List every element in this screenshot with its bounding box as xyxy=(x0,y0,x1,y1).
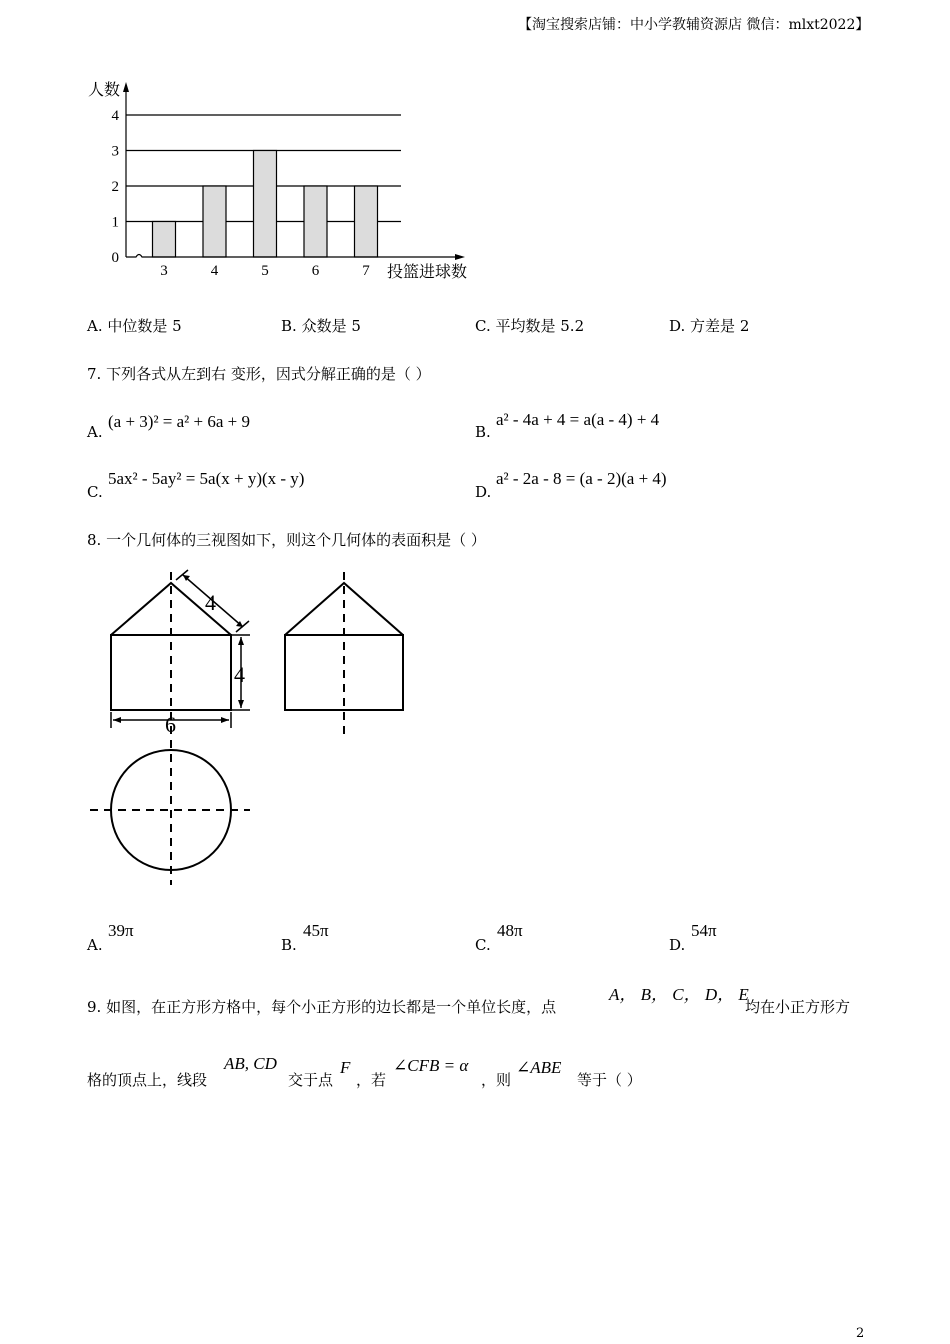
q8-option-c-letter: C. xyxy=(475,936,491,954)
page-number: 2 xyxy=(856,1326,865,1341)
q7-option-b-formula: a² - 4a + 4 = a(a - 4) + 4 xyxy=(496,410,660,429)
chart-xlabel: 投篮进球数 xyxy=(387,264,468,281)
bar-6 xyxy=(304,186,327,257)
q9-line1-prefix: 9. 如图，在正方形方格中，每个小正方形的边长都是一个单位长度，点 xyxy=(87,998,557,1016)
q8-option-b-value: 45π xyxy=(303,921,329,940)
x-tick-label: 5 xyxy=(261,263,269,279)
q9-line2-d: ，则 xyxy=(481,1071,512,1089)
chart-ylabel: 人数 xyxy=(88,82,121,99)
q9-points: A， B， C， D， E xyxy=(609,985,749,1004)
q7-option-c-formula: 5ax² - 5ay² = 5a(x + y)(x - y) xyxy=(108,469,305,488)
q8-option-c-value: 48π xyxy=(497,921,523,940)
q9-line1-suffix: 均在小正方形方 xyxy=(745,998,851,1016)
q7-stem: 7. 下列各式从左到右 变形，因式分解正确的是（ ） xyxy=(87,365,431,383)
q7-option-d-letter: D. xyxy=(475,483,492,501)
q6-option-c: C. 平均数是 5.2 xyxy=(475,317,585,335)
y-tick-label: 2 xyxy=(111,179,119,195)
x-tick-label: 6 xyxy=(311,263,320,279)
q7-option-c-letter: C. xyxy=(87,483,103,501)
q8-option-d-letter: D. xyxy=(669,936,686,954)
q6-option-d: D. 方差是 2 xyxy=(669,317,750,335)
q7-option-b-letter: B. xyxy=(475,423,491,441)
dim-width-label: 6 xyxy=(165,712,176,737)
y-tick-label: 3 xyxy=(111,143,119,160)
q9-angle-ask: ∠ABE xyxy=(516,1058,562,1077)
y-tick-label: 4 xyxy=(111,108,119,124)
page-header: 【淘宝搜索店铺：中小学教辅资源店 微信：mlxt2022】 xyxy=(518,17,870,33)
x-tick-label: 4 xyxy=(210,263,219,279)
q8-option-d-value: 54π xyxy=(691,921,717,940)
q7-option-a-letter: A. xyxy=(87,423,103,441)
x-tick-label: 3 xyxy=(160,263,168,279)
q9-line2-c: ，若 xyxy=(356,1071,387,1089)
bar-chart xyxy=(0,60,480,290)
x-tick-label: 7 xyxy=(362,263,370,279)
bar-5 xyxy=(254,151,277,258)
q8-option-a-letter: A. xyxy=(87,936,103,954)
q9-segments: AB, CD xyxy=(224,1054,277,1073)
q6-option-a: A. 中位数是 5 xyxy=(87,317,182,335)
x-axis-arrow xyxy=(455,254,465,260)
q9-point-f: F xyxy=(340,1058,351,1077)
dim-slant-label: 4 xyxy=(205,590,216,615)
q9-line2-b: 交于点 xyxy=(288,1071,334,1089)
q6-option-b: B. 众数是 5 xyxy=(281,317,361,335)
q8-option-b-letter: B. xyxy=(281,936,297,954)
q8-stem: 8. 一个几何体的三视图如下，则这个几何体的表面积是（ ） xyxy=(87,531,486,549)
q8-option-a-value: 39π xyxy=(108,921,134,940)
dim-height-label: 4 xyxy=(234,662,245,687)
three-view-diagram xyxy=(0,560,420,890)
q9-angle-given: ∠CFB = α xyxy=(393,1056,469,1075)
q9-line2-e: 等于（ ） xyxy=(577,1071,642,1089)
y-tick-label: 0 xyxy=(111,250,119,266)
bar-7 xyxy=(355,186,378,257)
y-axis-arrow xyxy=(123,82,129,92)
bar-4 xyxy=(203,186,226,257)
q9-line2-a: 格的顶点上，线段 xyxy=(87,1071,208,1089)
q7-option-a-formula: (a + 3)² = a² + 6a + 9 xyxy=(108,412,251,431)
bar-3 xyxy=(153,222,176,258)
y-tick-label: 1 xyxy=(111,214,119,231)
q7-option-d-formula: a² - 2a - 8 = (a - 2)(a + 4) xyxy=(496,469,667,488)
